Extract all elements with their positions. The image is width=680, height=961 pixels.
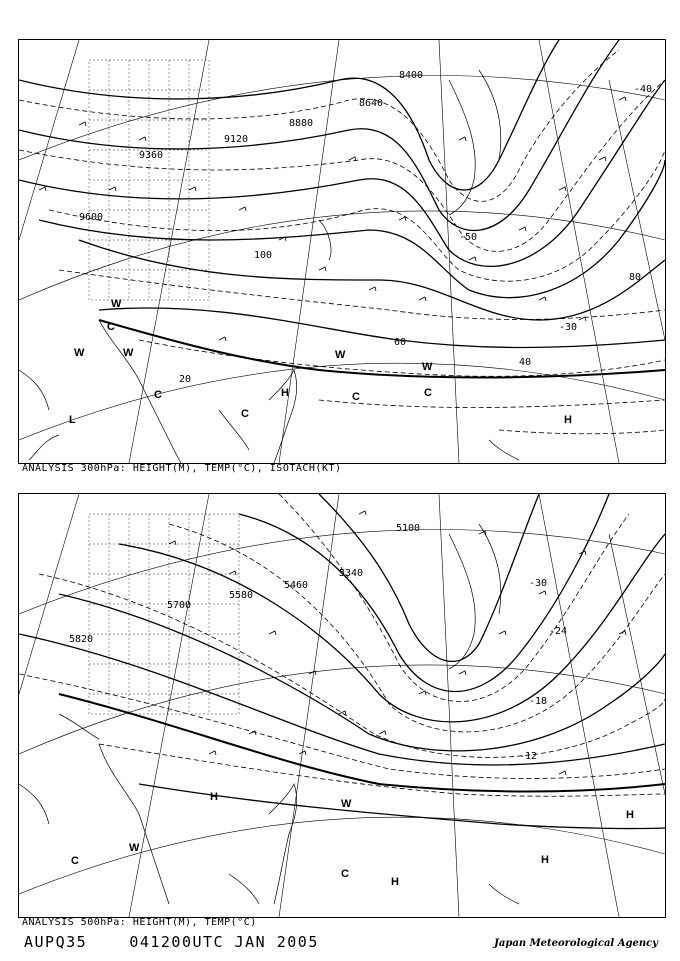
isotach-label-1: 20 bbox=[179, 374, 192, 385]
isotach-label-5: 100 bbox=[254, 250, 273, 261]
height-label-6: 5820 bbox=[69, 634, 94, 645]
center-C-2: C bbox=[241, 408, 249, 420]
center-W-4: W bbox=[335, 349, 346, 361]
center-H-2: H bbox=[564, 414, 572, 426]
map-500hpa-svg bbox=[19, 494, 665, 917]
isotach-label-4: 80 bbox=[629, 272, 642, 283]
graticule bbox=[19, 494, 665, 917]
center-C-3: C bbox=[352, 391, 360, 403]
height-label-5: 9360 bbox=[139, 150, 164, 161]
height-label-4: 9120 bbox=[224, 134, 249, 145]
height-label-1: 8400 bbox=[399, 70, 424, 81]
center-W-5: W bbox=[422, 361, 433, 373]
center-H-1: H bbox=[210, 791, 218, 803]
center-C-1: C bbox=[154, 389, 162, 401]
caption-300hpa: ANALYSIS 300hPa: HEIGHT(M), TEMP(°C), ISOTACH(KT) bbox=[22, 463, 342, 474]
wind-barbs bbox=[169, 511, 626, 775]
temp-label-1: -12 bbox=[519, 751, 538, 762]
temp-label-2: -18 bbox=[529, 696, 548, 707]
height-label-1: 5100 bbox=[396, 523, 421, 534]
temp-label-3: -50 bbox=[459, 232, 478, 243]
height-label-3: 8880 bbox=[289, 118, 314, 129]
center-W-2: W bbox=[74, 347, 85, 359]
temp-label-1: -30 bbox=[559, 322, 578, 333]
valid-time: 041200UTC JAN 2005 bbox=[129, 933, 319, 951]
center-W-1: W bbox=[341, 798, 352, 810]
center-W-1: W bbox=[111, 298, 122, 310]
coastlines bbox=[19, 524, 519, 904]
temp-label-3: -24 bbox=[549, 626, 568, 637]
agency-credit: Japan Meteorological Agency bbox=[494, 938, 658, 949]
map-300hpa-svg bbox=[19, 40, 665, 463]
height-label-5: 5700 bbox=[167, 600, 192, 611]
center-H-3: H bbox=[541, 854, 549, 866]
caption-500hpa: ANALYSIS 500hPa: HEIGHT(M), TEMP(°C) bbox=[22, 917, 257, 928]
chart-code: AUPQ35 bbox=[24, 933, 88, 951]
center-C-2: C bbox=[71, 855, 79, 867]
height-label-6: 9600 bbox=[79, 212, 104, 223]
coastlines bbox=[19, 70, 519, 463]
center-C-4: C bbox=[424, 387, 432, 399]
center-W-2: W bbox=[129, 842, 140, 854]
chart-id-and-time bbox=[24, 933, 319, 951]
isotach-label-2: 40 bbox=[519, 357, 532, 368]
isotach-label-3: 60 bbox=[394, 337, 407, 348]
center-W-3: W bbox=[123, 347, 134, 359]
isotherm-contours bbox=[19, 494, 665, 796]
center-C-1: C bbox=[341, 868, 349, 880]
center-H-2: H bbox=[391, 876, 399, 888]
terrain-hatching bbox=[89, 514, 239, 714]
height-label-4: 5580 bbox=[229, 590, 254, 601]
height-label-2: 8640 bbox=[359, 98, 384, 109]
height-label-2: 5340 bbox=[339, 568, 364, 579]
center-H-1: H bbox=[281, 387, 289, 399]
center-C-5: C bbox=[107, 321, 115, 333]
height-label-3: 5460 bbox=[284, 580, 309, 591]
analysis-300hpa-map bbox=[18, 39, 666, 464]
temp-label-2: -40 bbox=[634, 84, 653, 95]
center-H-4: H bbox=[626, 809, 634, 821]
center-L: L bbox=[69, 414, 76, 426]
analysis-500hpa-map bbox=[18, 493, 666, 918]
temp-label-4: -30 bbox=[529, 578, 548, 589]
